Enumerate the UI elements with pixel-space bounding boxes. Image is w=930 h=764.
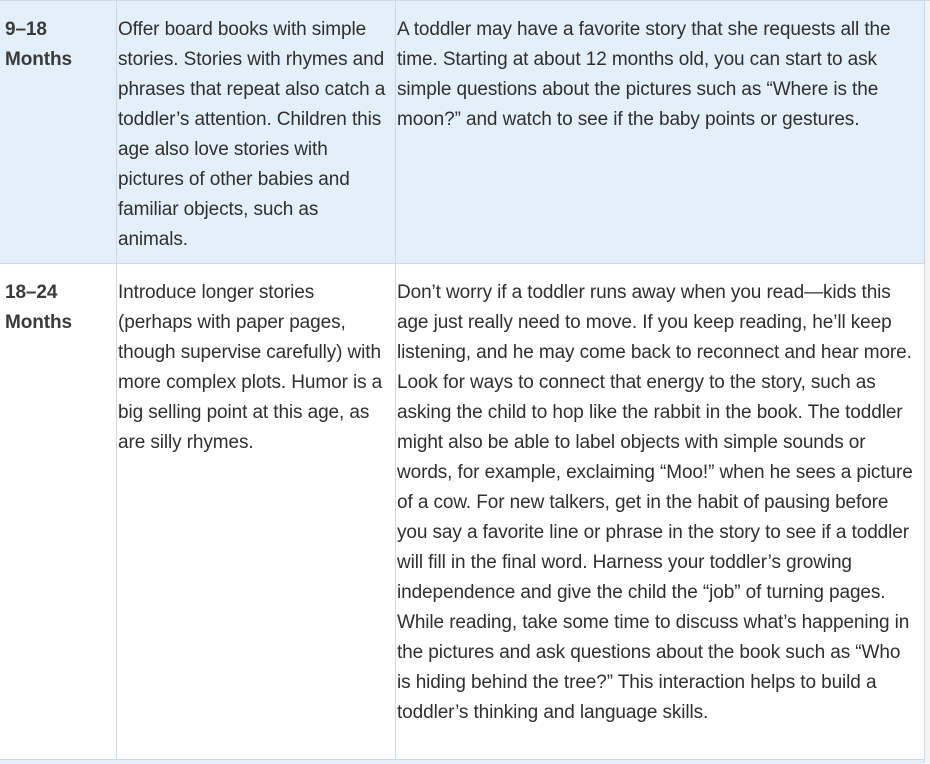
books-cell: Offer board books with simple stories. Stories with rhymes and phrases that repeat also catch a toddler’s attention. Children this age also love stories with pictures of other babies and familiar objects, such as animals. [116,1,395,263]
age-unit: Months [5,312,72,333]
tips-cell: Don’t worry if a toddler runs away when you read—kids this age just really need to move. If you keep reading, he’ll keep listening, and he may come back to reconnect and hear more. Look for ways to connect that energy to the story, such as asking the child to hop like the rabbit in the book. The toddler might also be able to label objects with simple sounds or words, for example, exclaiming “Moo!” when he sees a picture of a cow. For new talkers, get in the habit of pausing before you say a favorite line or phrase in the story to see if a toddler will fill in the final word. Harness your toddler’s growing independence and give the child the “job” of turning pages. While reading, take some time to discuss what’s happening in the pictures and ask questions about the book such as “Who is hiding behind the tree?” This interaction helps to build a toddler’s thinking and language skills. [395,264,924,763]
scrollbar-gutter[interactable] [925,1,930,763]
tips-cell: A toddler may have a favorite story that she requests all the time. Starting at about 12 months old, you can start to ask simple questions about the pictures such as “Where is the moon?” and watch to see if the baby points or gestures. [395,1,924,263]
age-cell [0,1,116,263]
age-cell [0,264,116,763]
age-range: 18–24 [5,282,58,303]
table-row [0,264,924,763]
table-row [0,1,924,264]
age-unit: Months [5,49,72,70]
books-cell: Introduce longer stories (perhaps with paper pages, though supervise carefully) with more complex plots. Humor is a big selling point at this age, as are silly rhymes. [116,264,395,763]
age-range: 9–18 [5,19,47,40]
